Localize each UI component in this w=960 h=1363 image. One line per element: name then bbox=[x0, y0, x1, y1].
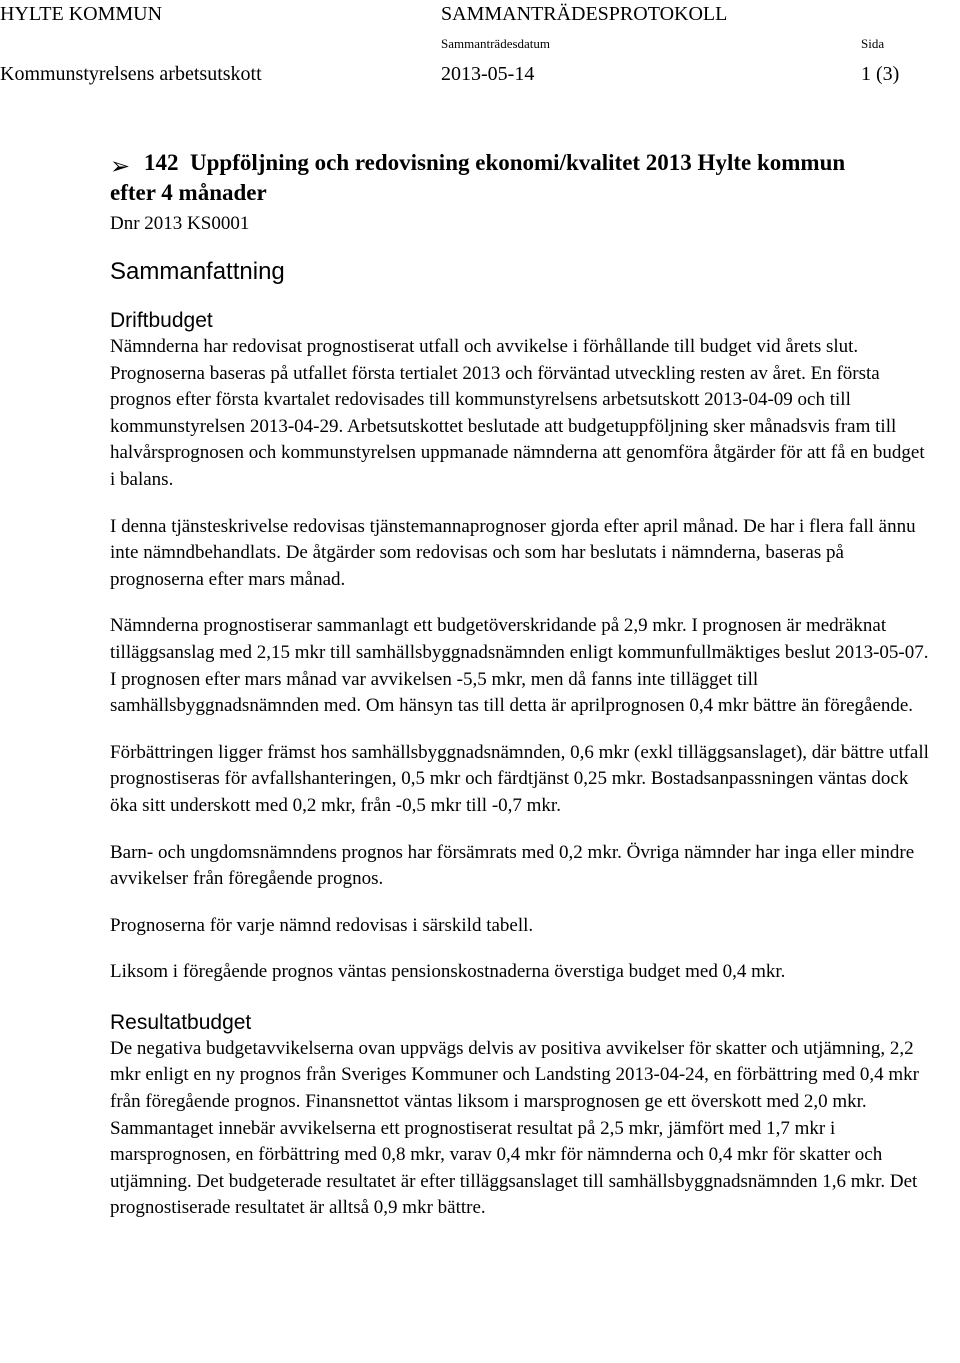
summary-heading: Sammanfattning bbox=[110, 258, 285, 285]
paragraph-4: Förbättringen ligger främst hos samhällsbyggnadsnämnden, 0,6 mkr (exkl tilläggsanslaget), där bättre utfall prognostiseras för avfallshanteringen, 0,5 mkr och färdtjänst 0,25 mkr. Bostadsanpassningen väntas dock öka sitt underskott med 0,2 mkr, från -0,5 mkr till -0,7 mkr. bbox=[110, 741, 929, 816]
item-title bbox=[110, 148, 930, 208]
paragraph-7: Liksom i föregående prognos väntas pensionskostnaderna överstiga budget med 0,4 mkr. bbox=[110, 961, 786, 983]
paragraph-1: Nämnderna har redovisat prognostiserat utfall och avvikelse i förhållande till budget vid årets slut. Prognoserna baseras på utfallet första tertialet 2013 och förväntad utveckling resten av året. En första prognos efter första kvartalet redovisades till kommunstyrelsens arbetsutskott 2013-04-09 och till kommunstyrelsen 2013-04-29. Arbetsutskottet beslutade att budgetuppföljning sker månadsvis fram till halvårsprognosen och kommunstyrelsen uppmanade nämnderna att genomföra åtgärder för att få en budget i balans. bbox=[110, 336, 925, 490]
paragraph-3: Nämnderna prognostiserar sammanlagt ett budgetöverskridande på 2,9 mkr. I prognosen är medräknat tilläggsanslag med 2,15 mkr till samhällsbyggnadsnämnden enligt kommunfullmäktiges beslut 2013-05-07. I prognosen efter mars månad var avvikelsen -5,5 mkr, men då fanns inte tillägget till samhällsbyggnadsnämnden med. Om hänsyn tas till detta är aprilprognosen 0,4 mkr bättre än föregående. bbox=[110, 615, 929, 717]
meeting-date: 2013-05-14 bbox=[441, 63, 535, 85]
org-name: HYLTE KOMMUN bbox=[0, 3, 163, 25]
arrow-right-icon: ➢ bbox=[110, 152, 131, 180]
item-number: 142 bbox=[144, 150, 179, 175]
document-type: SAMMANTRÄDESPROTOKOLL bbox=[441, 3, 728, 25]
result-heading: Resultatbudget bbox=[110, 1010, 252, 1034]
item-title-line1: Uppföljning och redovisning ekonomi/kvalitet 2013 Hylte kommun bbox=[190, 150, 846, 175]
item-title-row bbox=[110, 148, 930, 208]
drift-heading: Driftbudget bbox=[110, 309, 213, 332]
item-title-line2: efter 4 månader bbox=[110, 180, 267, 205]
dnr-reference: Dnr 2013 KS0001 bbox=[110, 213, 250, 234]
committee-name: Kommunstyrelsens arbetsutskott bbox=[0, 63, 262, 85]
paragraph-6: Prognoserna för varje nämnd redovisas i särskild tabell. bbox=[110, 914, 534, 936]
paragraph-8: De negativa budgetavvikelserna ovan uppvägs delvis av positiva avvikelser för skatter och utjämning, 2,2 mkr enligt en ny prognos från Sveriges Kommuner och Landsting 2013-04-24, en förbättring med 0,4 mkr från föregående prognos. Finansnettot väntas liksom i marsprognosen ge ett överskott med 2,0 mkr. Sammantaget innebär avvikelserna ett prognostiserat resultat på 2,5 mkr, jämfört med 1,7 mkr i marsprognosen, en förbättring med 0,8 mkr, varav 0,4 mkr för nämnderna och 0,4 mkr för skatter och utjämning. Det budgeterade resultatet är efter tilläggsanslaget till samhällsbyggnadsnämnden 1,6 mkr. Det prognostiserade resultatet är alltså 0,9 mkr bättre. bbox=[110, 1037, 919, 1219]
page-label: Sida bbox=[861, 36, 885, 51]
meeting-date-label: Sammanträdesdatum bbox=[441, 36, 551, 51]
paragraph-5: Barn- och ungdomsnämndens prognos har försämrats med 0,2 mkr. Övriga nämnder har inga eller mindre avvikelser från föregående prognos. bbox=[110, 841, 915, 890]
document-body bbox=[110, 148, 930, 1222]
page-number: 1 (3) bbox=[861, 63, 900, 85]
paragraph-2: I denna tjänsteskrivelse redovisas tjänstemannaprognoser gjorda efter april månad. De har i flera fall ännu inte nämndbehandlats. De åtgärder som redovisas och som har beslutats i nämnderna, baseras på prognoserna efter mars månad. bbox=[110, 515, 916, 590]
